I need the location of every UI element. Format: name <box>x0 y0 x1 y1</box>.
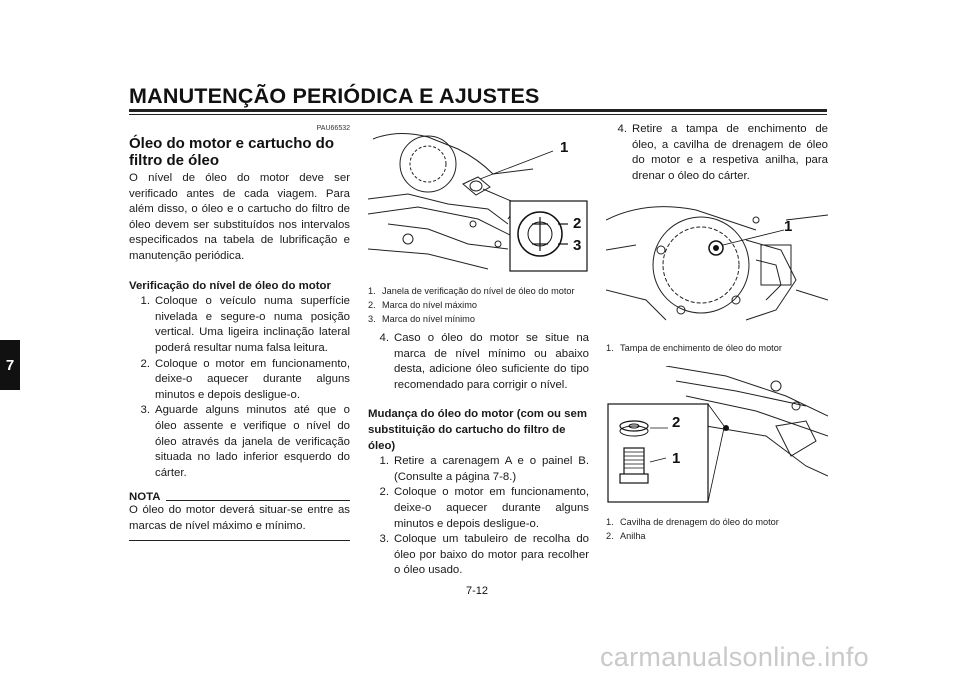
column-right <box>606 125 828 544</box>
callout-2: 2 <box>573 215 582 232</box>
section-title: Óleo do motor e cartucho do filtro de óleo <box>129 135 335 169</box>
figure2-captions <box>606 342 828 354</box>
caption-item: 1. Cavilha de drenagem do óleo do motor <box>606 517 779 528</box>
callout-1: 1 <box>560 139 569 156</box>
figure-oil-filler-cap <box>606 190 828 330</box>
column-left <box>129 125 350 541</box>
nota-text: O óleo do motor deverá situar-se entre as marcas de nível máximo e mínimo. <box>129 504 350 532</box>
page-number: 7-12 <box>466 585 489 597</box>
check-step: 1. Coloque o veículo numa superfície nivelada e segure-o numa posição vertical. Uma ligeira inclinação lateral poderá resultar numa falsa leitura. <box>140 295 350 354</box>
nota-end-rule <box>129 540 350 541</box>
callout-1: 1 <box>672 450 681 468</box>
page-title: MANUTENÇÃO PERIÓDICA E AJUSTES <box>129 84 540 108</box>
figure3-captions <box>606 516 828 542</box>
caption-item: 1. Tampa de enchimento de óleo do motor <box>606 343 782 354</box>
figure-oil-level-window <box>368 129 589 275</box>
caption-item: 2. Anilha <box>606 531 646 542</box>
header-rule-thin <box>129 114 827 115</box>
caption-item: 3. Marca do nível mínimo <box>368 314 475 324</box>
change-step: 2. Coloque o motor em funcionamento, deixe-o aquecer durante alguns minutos e depois desligue-o. <box>379 486 589 530</box>
nota-header <box>129 491 350 503</box>
change-heading: Mudança do óleo do motor (com ou sem substituição do cartucho do filtro de óleo) <box>368 408 587 452</box>
check-step: 3. Aguarde alguns minutos até que o óleo assente e verifique o nível do óleo através da janela de verificação situada no lado inferior esquerdo do cárter. <box>140 404 350 479</box>
section-intro: O nível de óleo do motor deve ser verificado antes de cada viagem. Para além disso, o óleo e o cartucho do filtro de óleo devem ser substituídos nos intervalos especificados na tabela de lubrificação e manutenção periódica. <box>129 172 350 262</box>
nota-rule <box>166 500 350 501</box>
engine-illustration-2 <box>606 190 828 330</box>
change-step: 4. Retire a tampa de enchimento de óleo, a cavilha de drenagem de óleo do motor e a respetiva anilha, para drenar o óleo do cárter. <box>617 123 828 182</box>
engine-illustration-3 <box>606 366 828 504</box>
change-step: 1. Retire a carenagem A e o painel B. (Consulte a página 7-8.) <box>379 455 589 483</box>
watermark: carmanualsonline.info <box>600 642 869 672</box>
callout-3: 3 <box>573 237 582 254</box>
figure1-captions <box>368 285 589 325</box>
caption-item: 2. Marca do nível máximo <box>368 300 477 310</box>
check-step-4: 4. Caso o óleo do motor se situe na marca de nível mínimo ou abaixo desta, adicione óleo suficiente do tipo recomendado para corrigir o nível. <box>379 332 589 391</box>
check-heading: Verificação do nível de óleo do motor <box>129 279 331 292</box>
nota-label: NOTA <box>129 491 161 504</box>
change-step: 3. Coloque um tabuleiro de recolha do óleo por baixo do motor para recolher o óleo usado. <box>379 533 589 577</box>
caption-item: 1. Janela de verificação do nível de óleo do motor <box>368 286 575 296</box>
callout-2: 2 <box>672 414 681 432</box>
figure-drain-bolt <box>606 366 828 504</box>
column-middle <box>368 125 589 579</box>
header-rule <box>129 109 827 112</box>
chapter-tab: 7 <box>0 340 20 390</box>
check-step: 2. Coloque o motor em funcionamento, deixe-o aquecer durante alguns minutos e depois desligue-o. <box>140 357 350 401</box>
section-code: PAU66532 <box>316 125 350 132</box>
callout-1: 1 <box>784 218 793 236</box>
engine-illustration-1 <box>368 129 589 275</box>
